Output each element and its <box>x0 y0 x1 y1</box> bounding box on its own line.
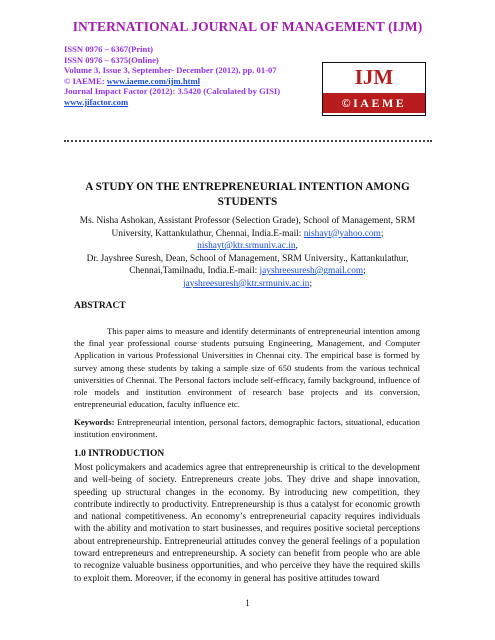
volume-info: Volume 3, Issue 3, September- December (2012), pp. 01-07 <box>64 65 277 76</box>
introduction-heading: 1.0 INTRODUCTION <box>74 449 165 459</box>
journal-logo <box>322 62 426 116</box>
separator: , <box>295 241 298 251</box>
paper-title <box>70 180 425 210</box>
iaeme-link[interactable]: www.iaeme.com/ijm.html <box>106 75 201 86</box>
paper-title-line: STUDENTS <box>217 196 278 208</box>
iaeme-line <box>64 76 280 87</box>
separator: ; <box>363 266 366 276</box>
abstract-text: This paper aims to measure and identify determinants of entrepreneurial intention among the final year professional course students pursuing Engineering, Management, and Computer Application in various Professional Universities in Chennai city. The empirical base is formed by survey among these students by taking a sample size of 650 students from the various technical universities of Chennai. The Personal factors include self-efficacy, family background, influence of role models and institution environment of research base projects and its conversion, entrepreneurial education, faculty influence etc. <box>74 326 420 410</box>
keywords <box>74 416 420 440</box>
journal-title: INTERNATIONAL JOURNAL OF MANAGEMENT (IJM) <box>72 19 423 34</box>
logo-ijm-text: IJM <box>354 65 394 89</box>
iaeme-prefix: © IAEME: <box>64 75 107 86</box>
author1-affiliation-cont <box>74 228 421 241</box>
keywords-text: Entrepreneurial intention, personal factors, demographic factors, situational, education institution environment. <box>74 417 420 440</box>
impact-factor: Journal Impact Factor (2012): 3.5420 (Calculated by GISI) <box>64 86 281 97</box>
keywords-label: Keywords: <box>74 417 115 427</box>
author2-affiliation: Dr. Jayshree Suresh, Dean, School of Management, SRM University., Kattankulathur, <box>86 253 409 264</box>
issn-print: ISSN 0976 – 6367(Print) <box>64 44 154 54</box>
issn-online: ISSN 0976 – 6375(Online) <box>64 54 159 65</box>
dotted-divider <box>64 140 432 142</box>
logo-iaeme-banner: ©IAEME <box>323 93 425 113</box>
author1-affiliation: Ms. Nisha Ashokan, Assistant Professor (Selection Grade), School of Management, SRM <box>79 216 416 226</box>
author2-email-link[interactable]: jayshreesuresh@gmail.com <box>259 266 364 276</box>
jifactor-link[interactable]: www.jifactor.com <box>64 96 129 107</box>
author1-address: University, Kattankulathur, Chennai, India.E-mail: <box>111 228 304 239</box>
journal-meta <box>64 44 280 108</box>
author-block <box>74 215 421 290</box>
page-number: 1 <box>245 598 250 608</box>
author2-affiliation-cont <box>74 265 421 278</box>
separator: ; <box>309 278 313 289</box>
paper-title-line: A STUDY ON THE ENTREPRENEURIAL INTENTION AMONG <box>85 181 410 193</box>
introduction-text: Most policymakers and academics agree that entrepreneurship is critical to the development and well-being of society. Entrepreneurs create jobs. They drive and shape innovation, speeding up structural changes in the economy. By introducing new competition, they contribute indirectly to productivity. Entrepreneurship is thus a catalyst for economic growth and national competitiveness. An economy’s entrepreneurial capacity requires individuals with the ability and motivation to start businesses, and requires positive societal perceptions about entrepreneurship. Entrepreneurial attitudes convey the general feelings of a population toward entrepreneurs and entrepreneurship. A society can benefit from people who are able to recognize valuable business opportunities, and who perceive they have the required skills to exploit them. Moreover, if the economy in general has positive attitudes toward <box>74 463 420 584</box>
separator: ; <box>380 228 384 239</box>
author2-email2-link[interactable]: jayshreesuresh@ktr.srmuniv.ac.in <box>182 278 310 289</box>
author2-address: Chennai,Tamilnadu, India.E-mail: <box>129 266 260 276</box>
author1-email2-link[interactable]: nishayt@ktr.srmuniv.ac.in <box>197 241 296 251</box>
abstract-heading: ABSTRACT <box>74 301 126 311</box>
author1-email-link[interactable]: nishayt@yahoo.com <box>303 228 381 239</box>
